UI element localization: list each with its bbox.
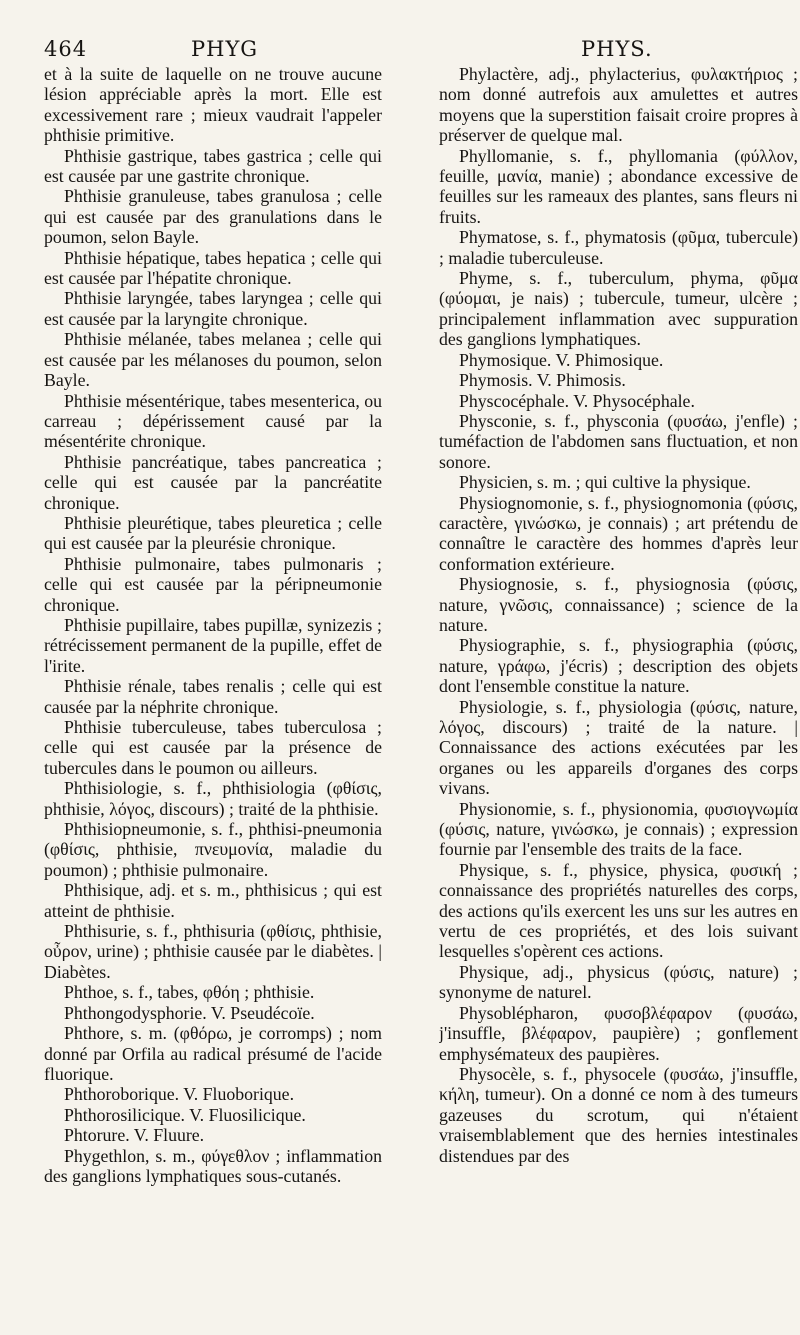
dictionary-entry: Phthisie rénale, tabes renalis ; celle qui est causée par la néphrite chronique. [44,676,382,717]
dictionary-entry: Physconie, s. f., physconia (φυσάω, j'enfle) ; tuméfaction de l'abdomen sans fluctuation, et non sonore. [439,410,798,472]
dictionary-entry: Physiologie, s. f., physiologia (φύσις, nature, λόγος, discours) ; traité de la nature. | Connaissance des actions exécutées par les organes ou les appareils d'organes des corps vivans. [439,696,798,799]
dictionary-entry: Physiognosie, s. f., physiognosia (φύσις, nature, γνῶσις, connaissance) ; science de la nature. [439,574,798,635]
dictionary-entry: Physoblépharon, φυσοβλέφαρον (φυσάω, j'insuffle, βλέφαρον, paupière) ; gonflement emphysémateux des paupières. [439,1002,798,1064]
dictionary-entry: Phymosis. V. Phimosis. [459,370,626,391]
running-head-right: PHYS. [581,37,653,61]
dictionary-entry: Physique, s. f., physice, physica, φυσική ; connaissance des propriétés naturelles des corps, des actions qu'ils exercent les uns sur les autres en vertu de ces propriétés, et des lois suivant lesquelles s'opèrent ces actions. [439,859,798,962]
dictionary-entry: Phthisie gastrique, tabes gastrica ; celle qui est causée par une gastrite chronique. [44,145,382,187]
dictionary-entry: Phthisie granuleuse, tabes granulosa ; celle qui est causée par des granulations dans le poumon, selon Bayle. [44,186,382,248]
dictionary-entry: Phthoroborique. V. Fluoborique. [64,1084,295,1105]
dictionary-entry: Phthongodysphorie. V. Pseudécoïe. [64,1002,315,1023]
dictionary-entry: Phthoe, s. f., tabes, φθόη ; phthisie. [64,982,315,1003]
dictionary-entry: Phthisie pulmonaire, tabes pulmonaris ; celle qui est causée par la péripneumonie chronique. [44,553,382,615]
dictionary-entry: Phthisie laryngée, tabes laryngea ; celle qui est causée par la laryngite chronique. [44,288,382,329]
dictionary-entry: Phthisie pancréatique, tabes pancreatica ; celle qui est causée par la pancréatite chronique. [44,451,382,513]
dictionary-entry: Phylactère, adj., phylacterius, φυλακτήριος ; nom donné autrefois aux amulettes et autres moyens que la superstition faisait croire propres à préserver de quelque mal. [439,64,798,146]
dictionary-entry: Phthisiologie, s. f., phthisiologia (φθίσις, phthisie, λόγος, discours) ; traité de la phthisie. [44,778,382,819]
dictionary-entry: Physiognomonie, s. f., physiognomonia (φύσις, caractère, γινώσκω, je connais) ; art prétendu de connaître le caractère des hommes d'après leur conformation extérieure. [439,492,798,574]
dictionary-entry: Phymosique. V. Phimosique. [459,349,664,370]
dictionary-entry: Physcocéphale. V. Physocéphale. [459,390,695,411]
dictionary-entry: Phthisie mésentérique, tabes mesenterica, ou carreau ; dépérissement causé par la mésentérite chronique. [44,390,382,452]
dictionary-entry: Phthorosilicique. V. Fluosilicique. [64,1104,306,1125]
left-column [44,64,382,1186]
dictionary-entry: Phthisie tuberculeuse, tabes tuberculosa ; celle qui est causée par la présence de tubercules dans le poumon ou ailleurs. [44,717,382,778]
dictionary-entry: Physocèle, s. f., physocele (φυσάω, j'insuffle, κήλη, tumeur). On a donné ce nom à des tumeurs gazeuses du scrotum, qui n'étaient vraisemblablement que des hernies intestinales distendues par des [439,1063,798,1166]
dictionary-entry: Phymatose, s. f., phymatosis (φῦμα, tubercule) ; maladie tuberculeuse. [439,227,798,268]
dictionary-entry: Phygethlon, s. m., φύγεθλον ; inflammation des ganglions lymphatiques sous-cutanés. [44,1145,382,1186]
dictionary-entry: Phyme, s. f., tuberculum, phyma, φῦμα (φύομαι, je nais) ; tubercule, tumeur, ulcère ; principalement inflammation avec suppuration des ganglions lymphatiques. [439,268,798,350]
dictionary-entry: Phthisie hépatique, tabes hepatica ; celle qui est causée par l'hépatite chronique. [44,247,382,289]
dictionary-entry: Phthisiopneumonie, s. f., phthisi-pneumonia (φθίσις, phthisie, πνευμονία, maladie du poumon) ; phthisie pulmonaire. [44,819,382,880]
right-column [439,64,800,1166]
dictionary-entry: Phthore, s. m. (φθόρω, je corromps) ; nom donné par Orfila au radical présumé de l'acide fluorique. [44,1023,382,1084]
dictionary-entry: Phyllomanie, s. f., phyllomania (φύλλον, feuille, μανία, manie) ; abondance excessive de feuilles sur les rameaux des plantes, sans fleurs ni fruits. [439,145,798,227]
dictionary-entry: Phthisurie, s. f., phthisuria (φθίσις, phthisie, οὖρον, urine) ; phthisie causée par le diabètes. | Diabètes. [44,921,382,982]
dictionary-entry: et à la suite de laquelle on ne trouve aucune lésion appréciable après la mort. Elle est excessivement rare ; mieux vaudrait l'appeler phthisie primitive. [44,64,382,146]
page-header [36,36,786,62]
dictionary-entry: Physiographie, s. f., physiographia (φύσις, nature, γράφω, j'écris) ; description des objets dont l'ensemble constitue la nature. [439,635,798,697]
running-head-left: PHYG [191,37,259,61]
dictionary-entry: Phthisie mélanée, tabes melanea ; celle qui est causée par les mélanoses du poumon, selon Bayle. [44,329,382,391]
dictionary-entry: Physicien, s. m. ; qui cultive la physique. [459,472,751,493]
dictionary-entry: Physionomie, s. f., physionomia, φυσιογνωμία (φύσις, nature, γινώσκω, je connais) ; expression fournie par l'ensemble des traits de la face. [439,798,798,860]
dictionary-entry: Phthisie pupillaire, tabes pupillæ, synizezis ; rétrécissement permanent de la pupille, effet de l'irite. [44,614,382,676]
dictionary-entry: Physique, adj., physicus (φύσις, nature) ; synonyme de naturel. [439,961,798,1003]
dictionary-entry: Phthisie pleurétique, tabes pleuretica ; celle qui est causée par la pleurésie chronique. [44,512,382,554]
page-number: 464 [44,37,88,61]
dictionary-entry: Phthisique, adj. et s. m., phthisicus ; qui est atteint de phthisie. [44,880,382,921]
dictionary-entry: Phtorure. V. Fluure. [64,1125,205,1146]
